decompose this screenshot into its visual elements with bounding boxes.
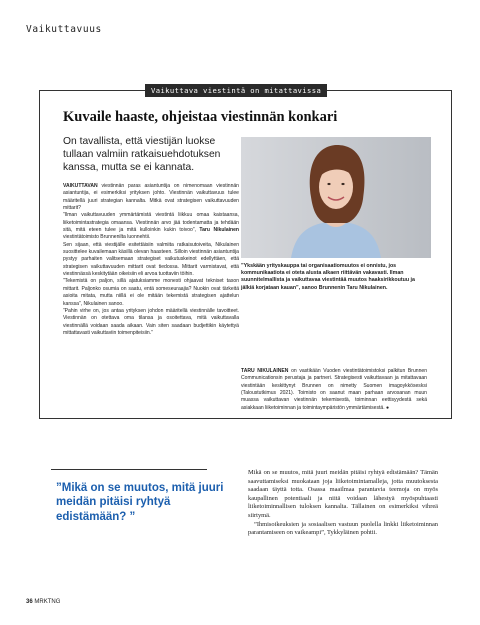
- quote-rule: [51, 469, 207, 470]
- body-paragraph-2: [63, 212, 239, 241]
- article-body: [63, 183, 239, 337]
- continued-paragraph-2: ”Ihmisoikeuksien ja sosiaalisen vastuun puolella linkki liiketoiminnan parantamiseen on vaikeampi”, Tykkyläinen pohtii.: [248, 520, 438, 537]
- portrait-illustration: [241, 137, 431, 258]
- article-lead: On tavallista, että viestijän luokse tullaan valmiin ratkaisuehdotuksen kanssa, mutta se ei kannata.: [63, 136, 221, 173]
- photo-caption: ”Ykskään yrityskauppa tai organisaatiomuutos ei onnistu, jos kommunikaatiota ei oteta alusta alkaen riittävän vakavasti. Ilman suunnitelmallista ja vaikuttavaa viestintää muutos haaksirikkoutuu ja jälkiä korjataan kauan”, sanoo Brunnenin Taru Nikulainen.: [241, 263, 415, 291]
- article-headline: Kuvaile haaste, ohjeistaa viestinnän konkari: [63, 109, 338, 125]
- pull-quote: ”Mikä on se muutos, mitä juuri meidän pitäisi ryhtyä edistämään? ”: [56, 482, 224, 523]
- author-bio: [241, 368, 427, 412]
- body-paragraph-4: ”Tekemistä on paljon, sillä ajatuksiamme monesti ohjaavat tekniset tason mittarit. Paljonko osumia on saatu, entä someseuraajia? Nuokin ovat tärkeitä asioita mitata, mutta niillä ei ole mitään tekemistä strategisen ajattelun kanssa”, Nikulainen sanoo.: [63, 278, 239, 307]
- page-number: 36: [26, 599, 33, 605]
- section-label: Vaikuttavuus: [26, 24, 102, 35]
- person-name: Taru Nikulainen: [195, 227, 240, 234]
- bio-text: on vastikään Vuoden viestintätoimistoksi palkitun Brunnen Communicationsin perustaja ja partneri. Strategisesti vaikuttavaan ja mitattavaan viestintään keskittynyt Brunnen on nimetty Suomen imagoykkösesksi (Taloustutkimus 2021). Toimisto on saanut maan parhaan arvosanan muun muassa vaikuttavan viestinnän tekemisestä, toiminnan eettisyydestä sekä asiakkaan liiketoiminnan ja toimintaympäristön ymmärtämisestä. ●: [241, 368, 428, 411]
- body-paragraph-1: [63, 183, 239, 212]
- lead-word: VAIKUTTAVAN: [63, 183, 98, 189]
- body-paragraph-3: Sen sijaan, että viestijälle esitettäisiin valmiita ratkaisutoiveita, Nikulainen suosittelee kuvailemaan käsillä olevan haasteen. Silloin viestinnän asiantuntija pystyy parhaiten valitsemaan strategiset vaikutuskeinot edellyttäen, että strategisen vaikuttavuuden mittarit ovat tiedossa. Mittarit varmistavat, että viestinnässä keskitytään oikeisiin eli arvoa tuottaviin töihin.: [63, 241, 239, 278]
- bio-lead: TARU NIKULAINEN: [241, 368, 289, 374]
- page-footer: [26, 599, 60, 605]
- body-paragraph-5: ”Pahin virhe on, jos antaa yrityksen johdon määritellä viestinnälle tavoitteet. Viestinnän on otettava oma tilansa ja osoitettava, mitä vaikuttavalla viestinnällä voidaan saada aikaan. Vain siten saadaan budjettikin käytettyä mittattavasti vaikuttaviin toimenpiteisiin.”: [63, 307, 239, 336]
- continued-text: [248, 469, 438, 538]
- magazine-name: MRKTNG: [34, 599, 61, 605]
- body-text: viestintätoimisto Brunnenilta luonnehtii.: [63, 234, 151, 241]
- portrait-photo: [241, 137, 431, 258]
- continued-paragraph-1: Mikä on se muutos, mitä juuri meidän pitäisi ryhtyä edistämään? Tämän saavuttamiseksi muokataan joja liiketoimintamalleja, jotta muutoksesta saadaan täyttä totta. Osassa maailmaa parantavia teemoja on myös kaupallinen potentiaali ja niitä voidaan lähestyä myöspuhtaasti liiketoiminnallisen tuloksen kannalta. Tällainen on esimerkiksi vihreä siirtymä.: [248, 469, 438, 519]
- body-text: ”Ilman vaikuttavuuden ymmärtämistä viestintä liikkuu omaa kaistaansa, liiketoimintastrategia omaansa. Viestinnän arvo jää todentamatta ja tehdään sitä, mitä eteen tulee ja mitä kulloinkin kukin toivoo”,: [63, 212, 239, 234]
- body-text: viestinnän paras asiantuntija on nimenomaan viestinnän asiantuntija, ei esimerkiksi yrityksen johto. Viestinnän vaikuttavuus tulee määritellä juuri strategian kannalta. Mitkä ovat strategisen vaikuttavuuden mittarit?: [63, 183, 239, 212]
- box-tag: Vaikuttava viestintä on mitattavissa: [145, 84, 327, 97]
